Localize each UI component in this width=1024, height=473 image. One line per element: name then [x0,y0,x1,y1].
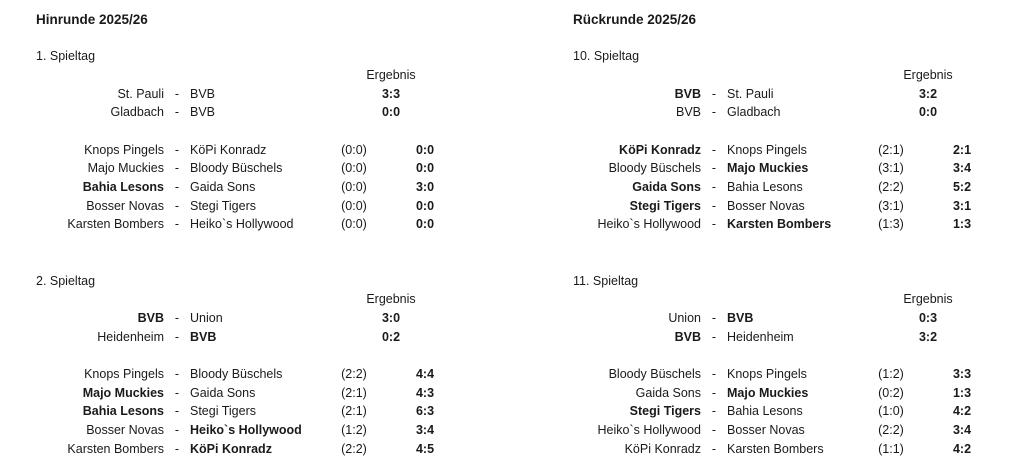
matchday-row [573,47,1024,66]
home-team: Union [668,310,701,325]
away-team: Knops Pingels [727,366,807,381]
home-team: Bahia Lesons [82,180,164,195]
home-team: Gaida Sons [635,385,701,400]
home-team: Karsten Bombers [67,441,164,456]
vs-dash: - [711,86,717,101]
match-row [36,85,496,104]
home-team: Bloody Büschels [608,161,701,176]
match-row [36,328,496,347]
halftime-score: (0:2) [878,385,904,400]
away-team: BVB [190,329,217,344]
home-team: BVB [137,310,164,325]
vs-dash: - [711,105,717,120]
home-team: Bosser Novas [86,422,164,437]
away-team: Majo Muckies [727,161,809,176]
home-team: Knops Pingels [84,142,164,157]
halftime-score: (1:3) [878,217,904,232]
fulltime-score: 3:3 [381,86,401,101]
match-row [573,159,1024,178]
away-team: Karsten Bombers [727,441,824,456]
match-row [36,384,496,403]
home-team: Heiko`s Hollywood [597,422,701,437]
fulltime-score: 0:0 [918,105,938,120]
away-team: Bahia Lesons [727,404,803,419]
home-team: KöPi Konradz [624,441,701,456]
fulltime-score: 0:0 [415,198,435,213]
fulltime-score: 4:3 [415,385,435,400]
match-row [573,365,1024,384]
halftime-score: (2:1) [341,404,367,419]
vs-dash: - [174,310,180,325]
home-team: Majo Muckies [82,385,164,400]
halftime-score: (0:0) [341,142,367,157]
away-team: Stegi Tigers [190,198,257,213]
halftime-score: (2:1) [878,142,904,157]
fulltime-score: 4:2 [952,441,972,456]
match-row [573,402,1024,421]
result-header-row [36,290,496,309]
away-team: BVB [190,86,216,101]
vs-dash: - [174,180,180,195]
away-team: Karsten Bombers [727,217,832,232]
match-row [573,197,1024,216]
match-row [36,365,496,384]
home-team: Bloody Büschels [608,366,701,381]
away-team: Bosser Novas [727,422,805,437]
matchday-row [573,272,1024,291]
fulltime-score: 3:4 [952,161,972,176]
vs-dash: - [174,86,180,101]
home-team: BVB [675,105,701,120]
away-team: Heiko`s Hollywood [190,217,294,232]
vs-dash: - [711,385,717,400]
rueckrunde-column [573,0,1024,473]
halftime-score: (0:0) [341,217,367,232]
match-row [36,197,496,216]
home-team: St. Pauli [117,86,164,101]
vs-dash: - [174,404,180,419]
match-row [36,421,496,440]
match-row [573,384,1024,403]
vs-dash: - [711,161,717,176]
fulltime-score: 3:0 [381,310,401,325]
match-row [36,159,496,178]
result-header-row [36,66,496,85]
away-team: Union [190,310,223,325]
vs-dash: - [174,422,180,437]
hinrunde-column [36,0,496,473]
vs-dash: - [174,142,180,157]
fulltime-score: 0:2 [381,329,401,344]
away-team: Heidenheim [727,329,794,344]
home-team: Stegi Tigers [629,198,701,213]
match-row [573,309,1024,328]
matchday-row [36,272,496,291]
vs-dash: - [174,329,180,344]
fulltime-score: 6:3 [415,404,435,419]
vs-dash: - [711,310,717,325]
home-team: Gaida Sons [632,180,701,195]
result-header-row [573,66,1024,85]
halftime-score: (3:1) [878,198,904,213]
home-team: Heiko`s Hollywood [597,217,701,232]
halftime-score: (2:2) [341,366,367,381]
home-team: Majo Muckies [87,161,164,176]
fulltime-score: 3:1 [952,198,972,213]
match-row [573,85,1024,104]
vs-dash: - [174,385,180,400]
match-row [573,440,1024,459]
halftime-score: (3:1) [878,161,904,176]
fulltime-score: 0:0 [415,217,435,232]
away-team: KöPi Konradz [190,142,267,157]
away-team: Bosser Novas [727,198,805,213]
matchday-label: 11. Spieltag [573,273,639,288]
vs-dash: - [711,404,717,419]
away-team: KöPi Konradz [190,441,272,456]
matchday-label: 1. Spieltag [36,49,96,64]
vs-dash: - [174,105,180,120]
away-team: Gaida Sons [190,385,256,400]
result-column-header: Ergebnis [366,292,416,307]
halftime-score: (1:0) [878,404,904,419]
halftime-score: (0:0) [341,180,367,195]
home-team: BVB [674,329,701,344]
fulltime-score: 0:0 [381,105,401,120]
away-team: Stegi Tigers [190,404,257,419]
vs-dash: - [174,198,180,213]
match-row [573,421,1024,440]
vs-dash: - [174,366,180,381]
round-title: Hinrunde 2025/26 [36,12,148,27]
match-row [573,178,1024,197]
fulltime-score: 0:3 [918,310,938,325]
away-team: Knops Pingels [727,142,807,157]
match-row [36,141,496,160]
away-team: Bahia Lesons [727,180,803,195]
match-row [573,103,1024,122]
halftime-score: (1:1) [878,441,904,456]
result-column-header: Ergebnis [903,68,953,82]
vs-dash: - [711,366,717,381]
fulltime-score: 4:5 [415,441,435,456]
match-row [573,141,1024,160]
home-team: Bosser Novas [86,198,164,213]
away-team: BVB [190,105,216,120]
match-row [36,178,496,197]
fulltime-score: 2:1 [952,142,972,157]
vs-dash: - [711,198,717,213]
vs-dash: - [711,329,717,344]
halftime-score: (2:2) [878,422,904,437]
halftime-score: (2:2) [878,180,904,195]
fulltime-score: 3:4 [415,422,435,437]
home-team: Heidenheim [97,329,164,344]
match-row [36,215,496,234]
fulltime-score: 3:3 [952,366,972,381]
vs-dash: - [711,142,717,157]
home-team: KöPi Konradz [619,142,701,157]
result-column-header: Ergebnis [903,292,953,307]
halftime-score: (1:2) [878,366,904,381]
halftime-score: (2:2) [341,441,367,456]
away-team: Majo Muckies [727,385,809,400]
match-row [36,402,496,421]
halftime-score: (1:2) [341,422,367,437]
fulltime-score: 3:2 [918,329,938,344]
fulltime-score: 1:3 [952,217,972,232]
result-header-row [573,290,1024,309]
matchday-label: 10. Spieltag [573,49,640,64]
vs-dash: - [711,422,717,437]
matchday-row [36,47,496,66]
fulltime-score: 0:0 [415,161,435,176]
match-row [573,328,1024,347]
halftime-score: (2:1) [341,385,367,400]
home-team: Stegi Tigers [629,404,701,419]
home-team: BVB [674,86,701,101]
away-team: Gladbach [727,105,781,120]
match-row [36,103,496,122]
vs-dash: - [174,217,180,232]
away-team: Bloody Büschels [190,161,283,176]
home-team: Bahia Lesons [82,404,164,419]
match-row [36,440,496,459]
fulltime-score: 3:2 [918,86,938,101]
away-team: Heiko`s Hollywood [190,422,302,437]
fulltime-score: 0:0 [415,142,435,157]
fulltime-score: 4:2 [952,404,972,419]
away-team: St. Pauli [727,86,774,101]
home-team: Gladbach [110,105,164,120]
halftime-score: (0:0) [341,161,367,176]
round-title: Rückrunde 2025/26 [573,12,697,27]
vs-dash: - [174,161,180,176]
fulltime-score: 1:3 [952,385,972,400]
matchday-label: 2. Spieltag [36,273,96,288]
vs-dash: - [711,180,717,195]
home-team: Karsten Bombers [67,217,164,232]
home-team: Knops Pingels [84,366,164,381]
away-team: Gaida Sons [190,180,256,195]
vs-dash: - [174,441,180,456]
vs-dash: - [711,217,717,232]
vs-dash: - [711,441,717,456]
match-row [573,215,1024,234]
fulltime-score: 3:0 [415,180,435,195]
match-row [36,309,496,328]
away-team: BVB [727,310,754,325]
fulltime-score: 5:2 [952,180,972,195]
fulltime-score: 4:4 [415,366,435,381]
fulltime-score: 3:4 [952,422,972,437]
halftime-score: (0:0) [341,198,367,213]
away-team: Bloody Büschels [190,366,283,381]
result-column-header: Ergebnis [366,68,416,82]
